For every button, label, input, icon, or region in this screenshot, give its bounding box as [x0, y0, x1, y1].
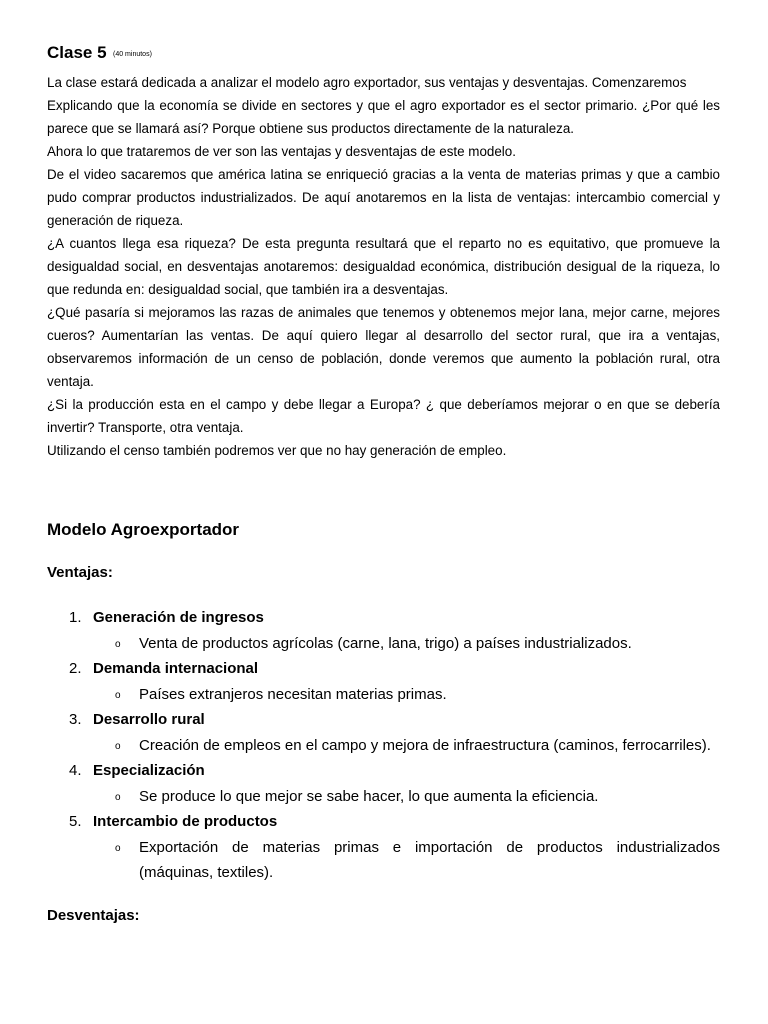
ventaja-detail-list — [93, 631, 720, 657]
ventaja-detail-text: Exportación de materias primas e importación de productos industrializados (máquinas, textiles). — [139, 838, 720, 881]
ventaja-title: Demanda internacional — [93, 660, 259, 677]
ventaja-title: Intercambio de productos — [93, 813, 278, 830]
ventaja-detail-list — [93, 784, 720, 810]
ventaja-detail-list — [93, 682, 720, 708]
circle-bullet-icon: o — [115, 842, 121, 854]
ventaja-detail — [115, 733, 720, 759]
desventajas-heading: Desventajas: — [47, 906, 140, 924]
ventaja-number: 4. — [69, 762, 82, 779]
ventaja-item — [47, 758, 720, 809]
ventaja-detail — [115, 784, 720, 810]
ventaja-detail-list — [93, 733, 720, 759]
class-title: Clase 5 — [47, 43, 107, 62]
ventaja-heading — [69, 656, 720, 682]
duration-note: (40 minutos) — [113, 51, 152, 58]
intro-paragraph: De el video sacaremos que américa latina se enriqueció gracias a la venta de materias primas y que a cambio pudo comprar productos industrializados. De aquí anotaremos en la lista de ventajas: intercambio comercial y generación de riqueza. — [47, 167, 720, 228]
circle-bullet-icon: o — [115, 638, 121, 650]
ventaja-item — [47, 707, 720, 758]
ventaja-number: 3. — [69, 711, 82, 728]
intro-text — [47, 71, 720, 462]
ventajas-heading: Ventajas: — [47, 564, 113, 581]
intro-paragraph: Explicando que la economía se divide en sectores y que el agro exportador es el sector primario. ¿Por qué les parece que se llamará así? Porque obtiene sus productos directamente de la naturaleza. — [47, 98, 720, 136]
intro-paragraph: La clase estará dedicada a analizar el modelo agro exportador, sus ventajas y desventajas. Comenzaremos — [47, 75, 687, 90]
ventaja-detail-text: Creación de empleos en el campo y mejora de infraestructura (caminos, ferrocarriles). — [139, 736, 711, 754]
ventaja-heading — [69, 758, 720, 784]
intro-paragraph: Utilizando el censo también podremos ver que no hay generación de empleo. — [47, 443, 507, 458]
ventaja-detail — [115, 631, 720, 657]
intro-paragraph: ¿A cuantos llega esa riqueza? De esta pregunta resultará que el reparto no es equitativo, que promueve la desigualdad social, en desventajas anotaremos: desigualdad económica, distribución desigual de la riqueza, lo que redunda en: desigualdad social, que también ira a desventajas. — [47, 236, 720, 297]
ventaja-item — [47, 605, 720, 656]
circle-bullet-icon: o — [115, 740, 121, 752]
ventaja-heading — [69, 809, 720, 835]
ventaja-number: 2. — [69, 660, 82, 677]
ventaja-detail-text: Venta de productos agrícolas (carne, lana, trigo) a países industrializados. — [139, 634, 632, 652]
intro-paragraph: ¿Qué pasaría si mejoramos las razas de animales que tenemos y obtenemos mejor lana, mejor carne, mejores cueros? Aumentarían las ventas. De aquí quiero llegar al desarrollo del sector rural, que ira a ventajas, observaremos información de un censo de población, donde veremos que aumento la población rural, otra ventaja. — [47, 305, 720, 389]
ventaja-heading — [69, 605, 720, 631]
intro-paragraph: Ahora lo que trataremos de ver son las ventajas y desventajas de este modelo. — [47, 144, 516, 159]
ventaja-detail-text: Países extranjeros necesitan materias primas. — [139, 685, 447, 703]
circle-bullet-icon: o — [115, 791, 121, 803]
ventaja-detail-text: Se produce lo que mejor se sabe hacer, lo que aumenta la eficiencia. — [139, 787, 599, 805]
ventaja-title: Generación de ingresos — [93, 609, 264, 626]
ventaja-title: Especialización — [93, 762, 205, 779]
ventaja-number: 5. — [69, 813, 82, 830]
ventaja-item — [47, 656, 720, 707]
ventaja-detail — [115, 835, 720, 886]
section-title: Modelo Agroexportador — [47, 520, 240, 539]
ventaja-item — [47, 809, 720, 886]
ventajas-list — [47, 605, 720, 886]
intro-paragraph: ¿Si la producción esta en el campo y debe llegar a Europa? ¿ que deberíamos mejorar o en que se debería invertir? Transporte, otra ventaja. — [47, 397, 720, 435]
ventaja-detail — [115, 682, 720, 708]
class-title-line — [47, 42, 720, 65]
ventaja-detail-list — [93, 835, 720, 886]
ventaja-heading — [69, 707, 720, 733]
ventaja-title: Desarrollo rural — [93, 711, 205, 728]
circle-bullet-icon: o — [115, 689, 121, 701]
ventaja-number: 1. — [69, 609, 82, 626]
